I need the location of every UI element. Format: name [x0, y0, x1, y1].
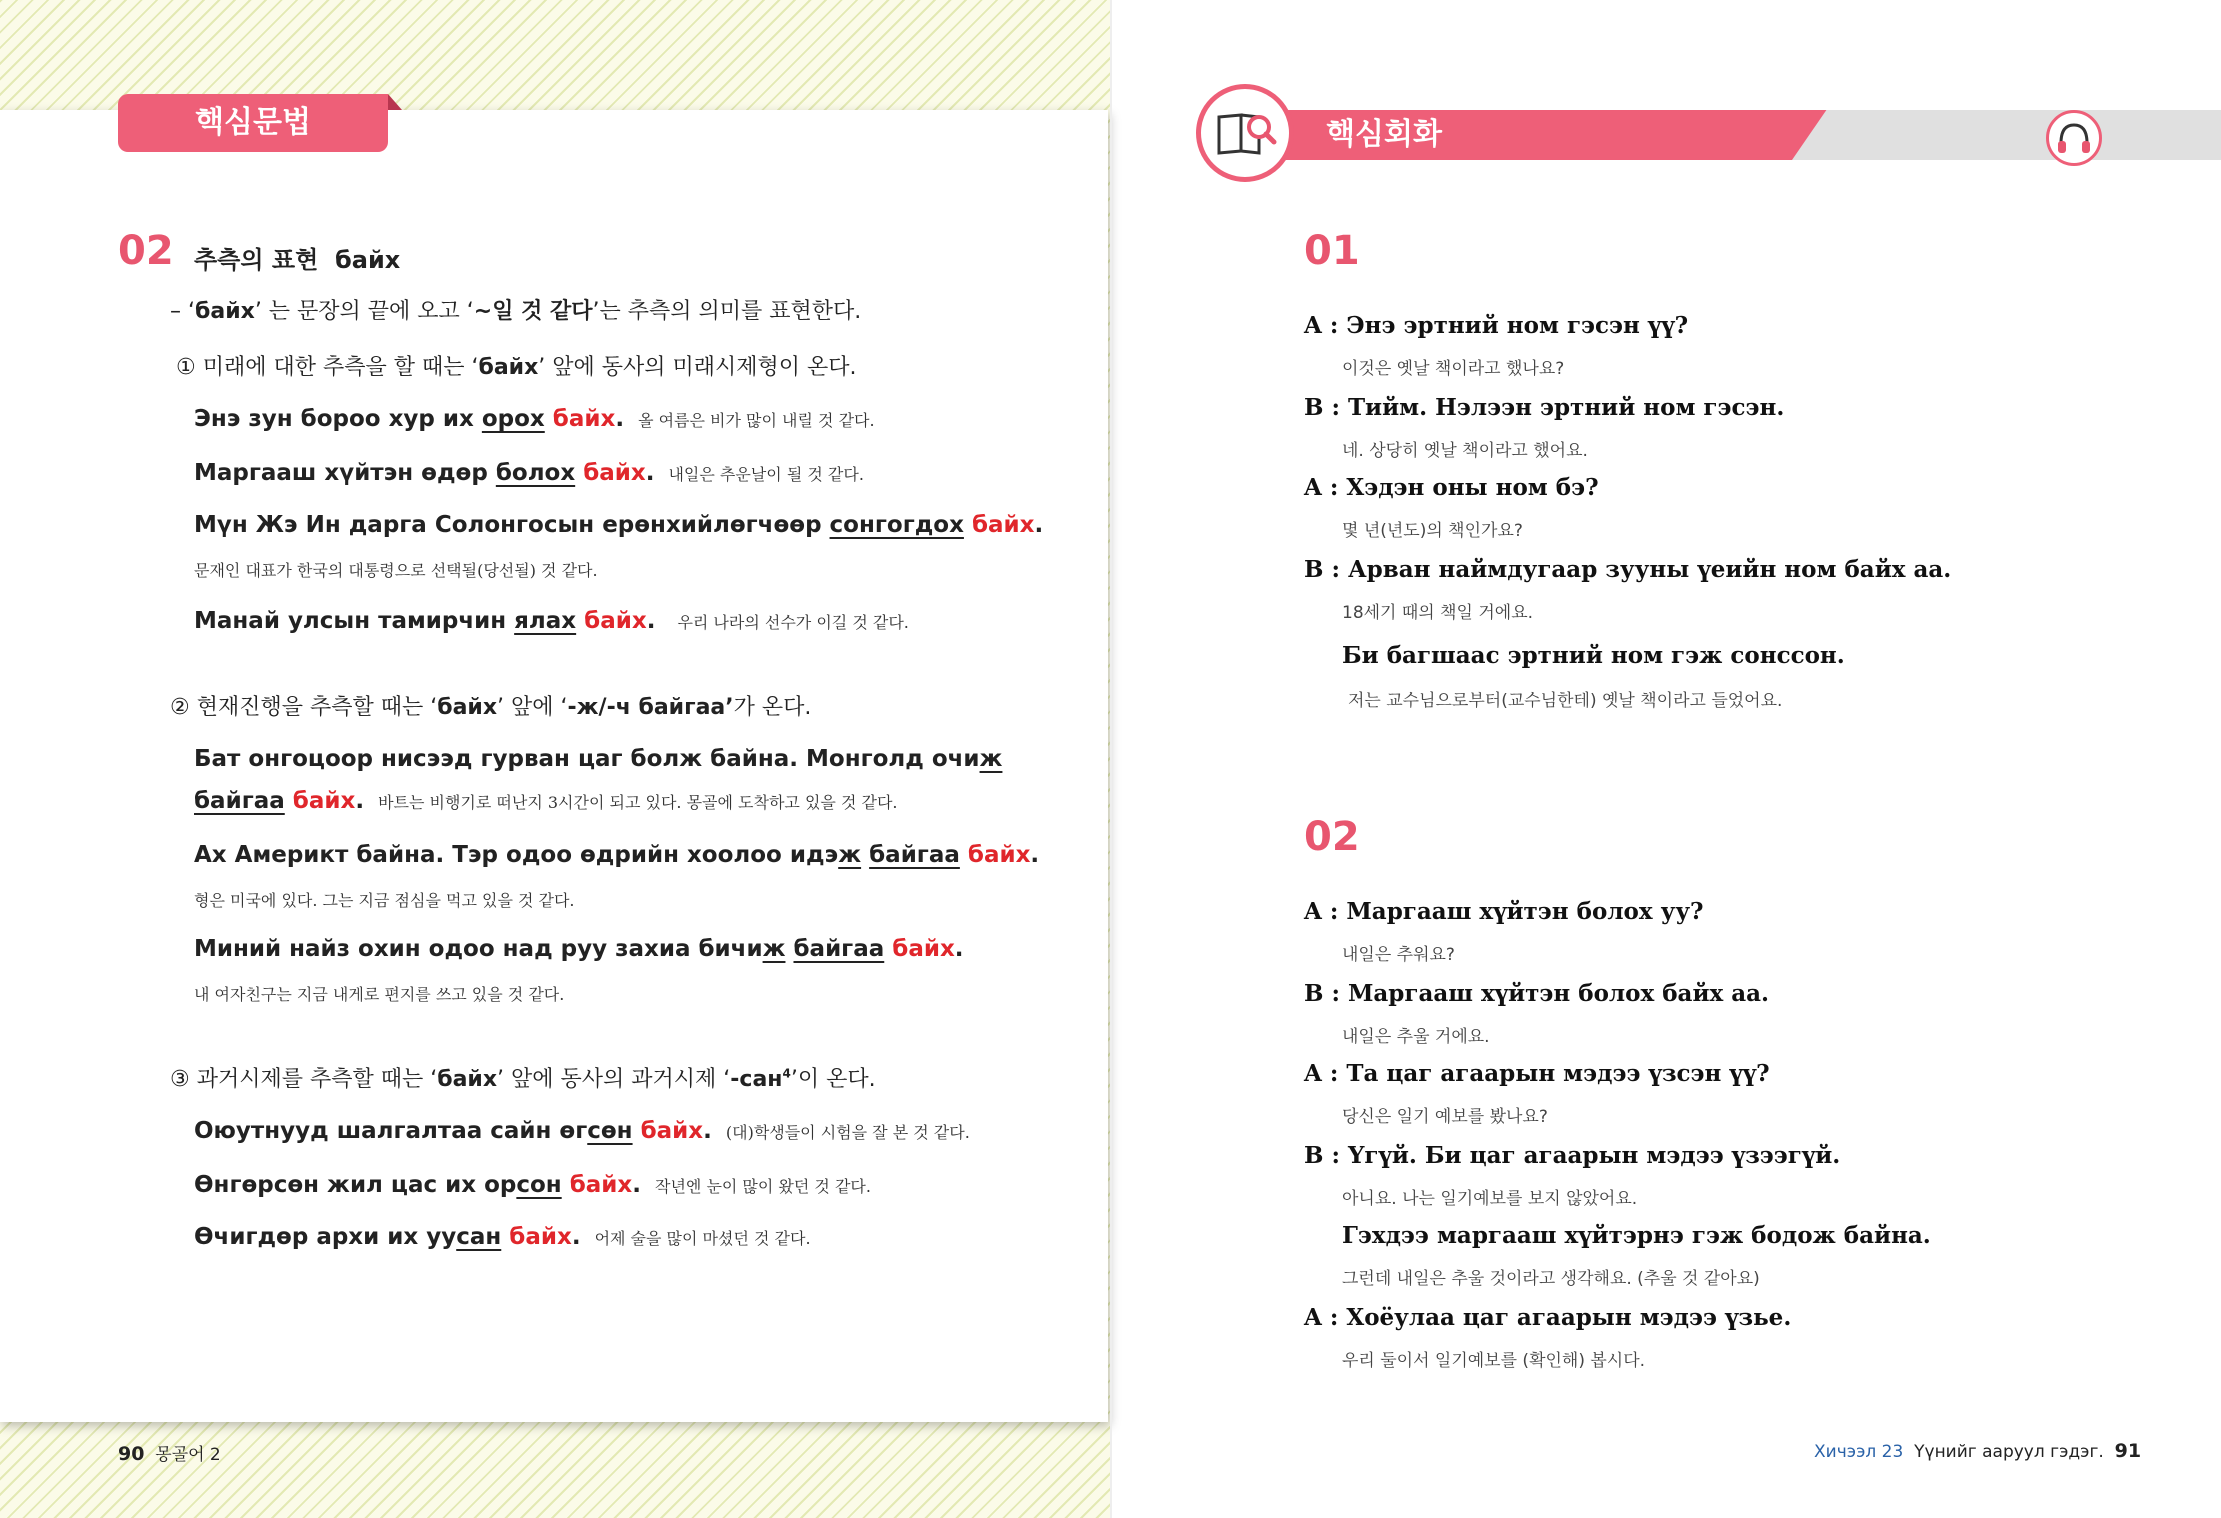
lesson-title: Үүнийг ааруул гэдэг.: [1914, 1442, 2104, 1462]
example-sentence: Оюутнууд шалгалтаа сайн өгсөн байх. (대)학생들이 시험을 잘 본 것 같다.: [194, 1118, 970, 1144]
example-sentence: Маргааш хүйтэн өдөр болох байх. 내일은 추운날이 될 것 같다.: [194, 460, 864, 486]
example-sentence: Ах Америкт байна. Тэр одоо өдрийн хоолоо идэж байгаа байх.: [194, 842, 1040, 868]
example-sentence: Бат онгоцоор нисээд гурван цаг болж байна. Монголд очиж: [194, 746, 1003, 772]
example-sentence: Өнгөрсөн жил цас их орсон байх. 작년엔 눈이 많이 왔던 것 같다.: [194, 1172, 871, 1198]
lesson-number: Хичээл 23: [1814, 1442, 1904, 1462]
example-sentence: Өчигдөр архи их уусан байх. 어제 술을 많이 마셨던 것 같다.: [194, 1224, 811, 1250]
dialog-line: B : Арван наймдугаар зууны үеийн ном байх аа.: [1304, 556, 1952, 583]
dialog-line: B : Тийм. Нэлээн эртний ном гэсэн.: [1304, 394, 1785, 421]
dialog-translation: 18세기 때의 책일 거에요.: [1342, 603, 1534, 623]
dialog-translation: 저는 교수님으로부터(교수님한테) 옛날 책이라고 들었어요.: [1348, 691, 1783, 711]
example-translation: 문재인 대표가 한국의 대통령으로 선택될(당선될) 것 같다.: [194, 561, 598, 580]
rule-3: ③ 과거시제를 추측할 때는 ‘байх’ 앞에 동사의 과거시제 ‘-сан$^4$’이 온다.: [170, 1066, 876, 1092]
dialog-number: 01: [1304, 228, 1360, 274]
banner-tail: [1792, 110, 2221, 160]
dialog-line: A : Энэ эртний ном гэсэн үү?: [1304, 312, 1689, 339]
dialog-translation: 몇 년(년도)의 책인가요?: [1342, 521, 1523, 541]
page-number: 91: [2114, 1440, 2142, 1462]
page-number: 90: [118, 1443, 145, 1465]
dialog-number: 02: [1304, 814, 1360, 860]
dialog-translation: 내일은 추워요?: [1342, 945, 1455, 965]
dialog-line: B : Үгүй. Би цаг агаарын мэдээ үзээгүй.: [1304, 1142, 1841, 1169]
page-divider: [1110, 0, 1112, 1518]
left-footer: [118, 1440, 221, 1465]
book-magnifier-icon: [1196, 84, 1294, 182]
dialog-translation: 우리 둘이서 일기예보를 (확인해) 봅시다.: [1342, 1351, 1646, 1371]
dialog-translation: 아니요. 나는 일기예보를 보지 않았어요.: [1342, 1189, 1638, 1209]
section-tab-label: 핵심문법: [195, 105, 311, 140]
dialog-line: A : Хоёулаа цаг агаарын мэдээ үзье.: [1304, 1304, 1792, 1331]
dialog-translation: 네. 상당히 옛날 책이라고 했어요.: [1342, 441, 1588, 461]
dialog-line: A : Хэдэн оны ном бэ?: [1304, 474, 1599, 501]
grammar-title: 추측의 표현 байх: [194, 246, 401, 274]
example-sentence: Манай улсын тамирчин ялах байх. 우리 나라의 선수가 이길 것 같다.: [194, 608, 909, 634]
book-title: 몽골어 2: [155, 1445, 221, 1465]
example-translation: 내 여자친구는 지금 내게로 편지를 쓰고 있을 것 같다.: [194, 985, 565, 1004]
grammar-number: 02: [118, 228, 174, 274]
rule-2: ② 현재진행을 추측할 때는 ‘байх’ 앞에 ‘-ж/-ч байгаа’가 온다.: [170, 695, 812, 720]
dialog-line: B : Маргааш хүйтэн болох байх аа.: [1304, 980, 1770, 1007]
dialog-line: A : Та цаг агаарын мэдээ үзсэн үү?: [1304, 1060, 1770, 1087]
example-sentence: Мүн Жэ Ин дарга Солонгосын ерөнхийлөгчөөр сонгогдох байх.: [194, 512, 1044, 538]
example-sentence: Миний найз охин одоо над руу захиа бичиж байгаа байх.: [194, 936, 964, 962]
example-sentence: байгаа байх. 바트는 비행기로 떠난지 3시간이 되고 있다. 몽골에 도착하고 있을 것 같다.: [194, 788, 898, 814]
example-translation: 형은 미국에 있다. 그는 지금 점심을 먹고 있을 것 같다.: [194, 891, 575, 910]
section-banner-title: 핵심회화: [1326, 117, 1442, 152]
dialog-line: A : Маргааш хүйтэн болох уу?: [1304, 898, 1704, 925]
dialog-line: Гэхдээ маргааш хүйтэрнэ гэж бодож байна.: [1342, 1222, 1931, 1249]
dialog-line: Би багшаас эртний ном гэж сонссон.: [1342, 642, 1845, 669]
rule-1: ① 미래에 대한 추측을 할 때는 ‘байх’ 앞에 동사의 미래시제형이 온다.: [176, 355, 857, 380]
dialog-translation: 이것은 옛날 책이라고 했나요?: [1342, 359, 1565, 379]
dialog-translation: 당신은 일기 예보를 봤나요?: [1342, 1107, 1548, 1127]
section-tab: [118, 94, 388, 152]
headphones-icon[interactable]: [2046, 110, 2102, 166]
right-footer: [1814, 1440, 2141, 1462]
dialog-translation: 그런데 내일은 추울 것이라고 생각해요. (추울 것 같아요): [1342, 1269, 1760, 1289]
grammar-intro: – ‘байх’ 는 문장의 끝에 오고 ‘~일 것 같다’는 추측의 의미를 표현한다.: [170, 299, 862, 324]
tab-fold: [388, 94, 402, 110]
dialog-translation: 내일은 추울 거에요.: [1342, 1027, 1490, 1047]
example-sentence: Энэ зун бороо хур их орох байх. 올 여름은 비가 많이 내릴 것 같다.: [194, 406, 875, 432]
